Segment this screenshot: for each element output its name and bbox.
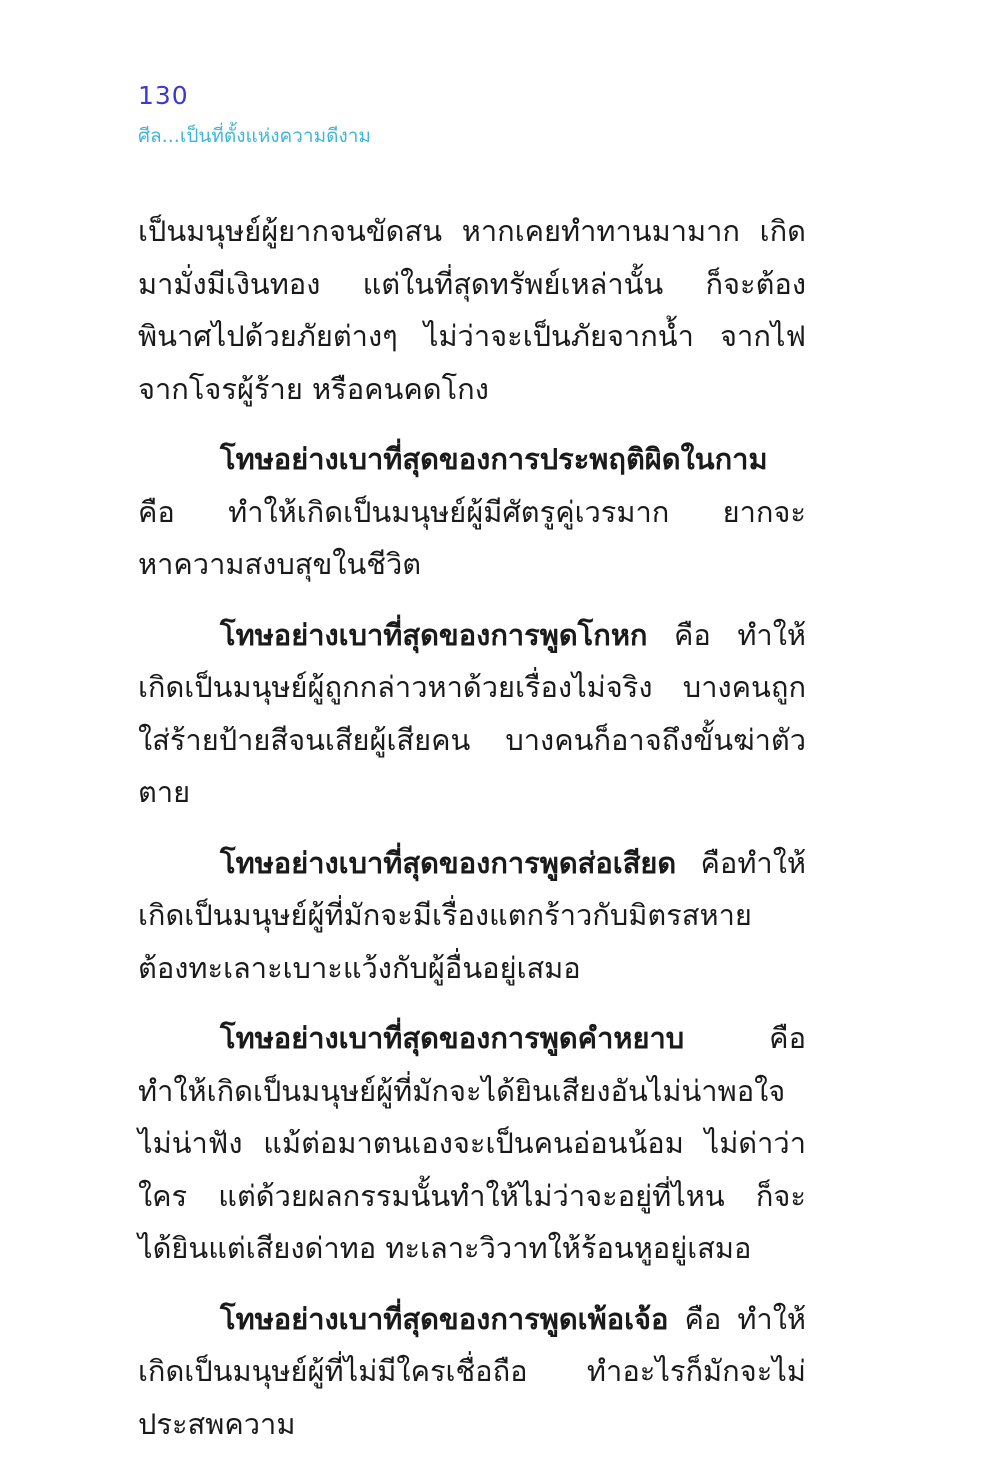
- running-title: ศีล...เป็นที่ตั้งแห่งความดีงาม: [138, 125, 371, 147]
- paragraph-text: คือ ทำให้เกิดเป็นมนุษย์ผู้ถูกกล่าวหาด้วยเรื่องไม่จริง บางคนถูกใส่ร้ายป้ายสีจนเสียผู้เสียคน บางคนก็อาจถึงขั้นฆ่าตัวตาย: [138, 617, 806, 809]
- paragraph-lying: [138, 609, 806, 819]
- paragraph-text: คือ ทำให้เกิดเป็นมนุษย์ผู้ที่ไม่มีใครเชื่อถือ ทำอะไรก็มักจะไม่ประสพความ: [138, 1301, 806, 1441]
- paragraph-idle-chatter: [138, 1293, 806, 1451]
- paragraph-text: เป็นมนุษย์ผู้ยากจนขัดสน หากเคยทำทานมามาก เกิดมามั่งมีเงินทอง แต่ในที่สุดทรัพย์เหล่านั้น ก็จะต้องพินาศไปด้วยภัยต่างๆ ไม่ว่าจะเป็นภัยจากน้ำ จากไฟ จากโจรผู้ร้าย หรือคนคดโกง: [138, 214, 806, 406]
- paragraph-heading: โทษอย่างเบาที่สุดของการประพฤติผิดในกาม: [220, 442, 768, 476]
- paragraph-heading: โทษอย่างเบาที่สุดของการพูดคำหยาบ: [220, 1021, 685, 1055]
- paragraph-heading: โทษอย่างเบาที่สุดของการพูดส่อเสียด: [220, 845, 677, 880]
- paragraph-text: คือทำให้เกิดเป็นมนุษย์ผู้ที่มักจะมีเรื่องแตกร้าวกับมิตรสหาย ต้องทะเลาะเบาะแว้งกับผู้อื่นอยู่เสมอ: [138, 845, 806, 985]
- paragraph-continuation: [138, 205, 806, 415]
- paragraph-text: คือ ทำให้เกิดเป็นมนุษย์ผู้มีศัตรูคู่เวรมาก ยากจะหาความสงบสุขในชีวิต: [138, 494, 806, 581]
- paragraph-heading: โทษอย่างเบาที่สุดของการพูดเพ้อเจ้อ: [220, 1301, 669, 1336]
- paragraph-divisive-speech: [138, 837, 806, 995]
- paragraph-text: คือ ทำให้เกิดเป็นมนุษย์ผู้ที่มักจะได้ยินเสียงอันไม่น่าพอใจ ไม่น่าฟัง แม้ต่อมาตนเองจะเป็นคนอ่อนน้อม ไม่ด่าว่าใคร แต่ด้วยผลกรรมนั้นทำให้ไม่ว่าจะอยู่ที่ไหน ก็จะได้ยินแต่เสียงด่าทอ ทะเลาะวิวาทให้ร้อนหูอยู่เสมอ: [138, 1021, 806, 1265]
- paragraph-harsh-speech: [138, 1012, 806, 1275]
- paragraph-sexual-misconduct: [138, 433, 806, 591]
- page-number: 130: [138, 81, 189, 110]
- page-body: [138, 205, 806, 1468]
- paragraph-heading: โทษอย่างเบาที่สุดของการพูดโกหก: [220, 617, 648, 652]
